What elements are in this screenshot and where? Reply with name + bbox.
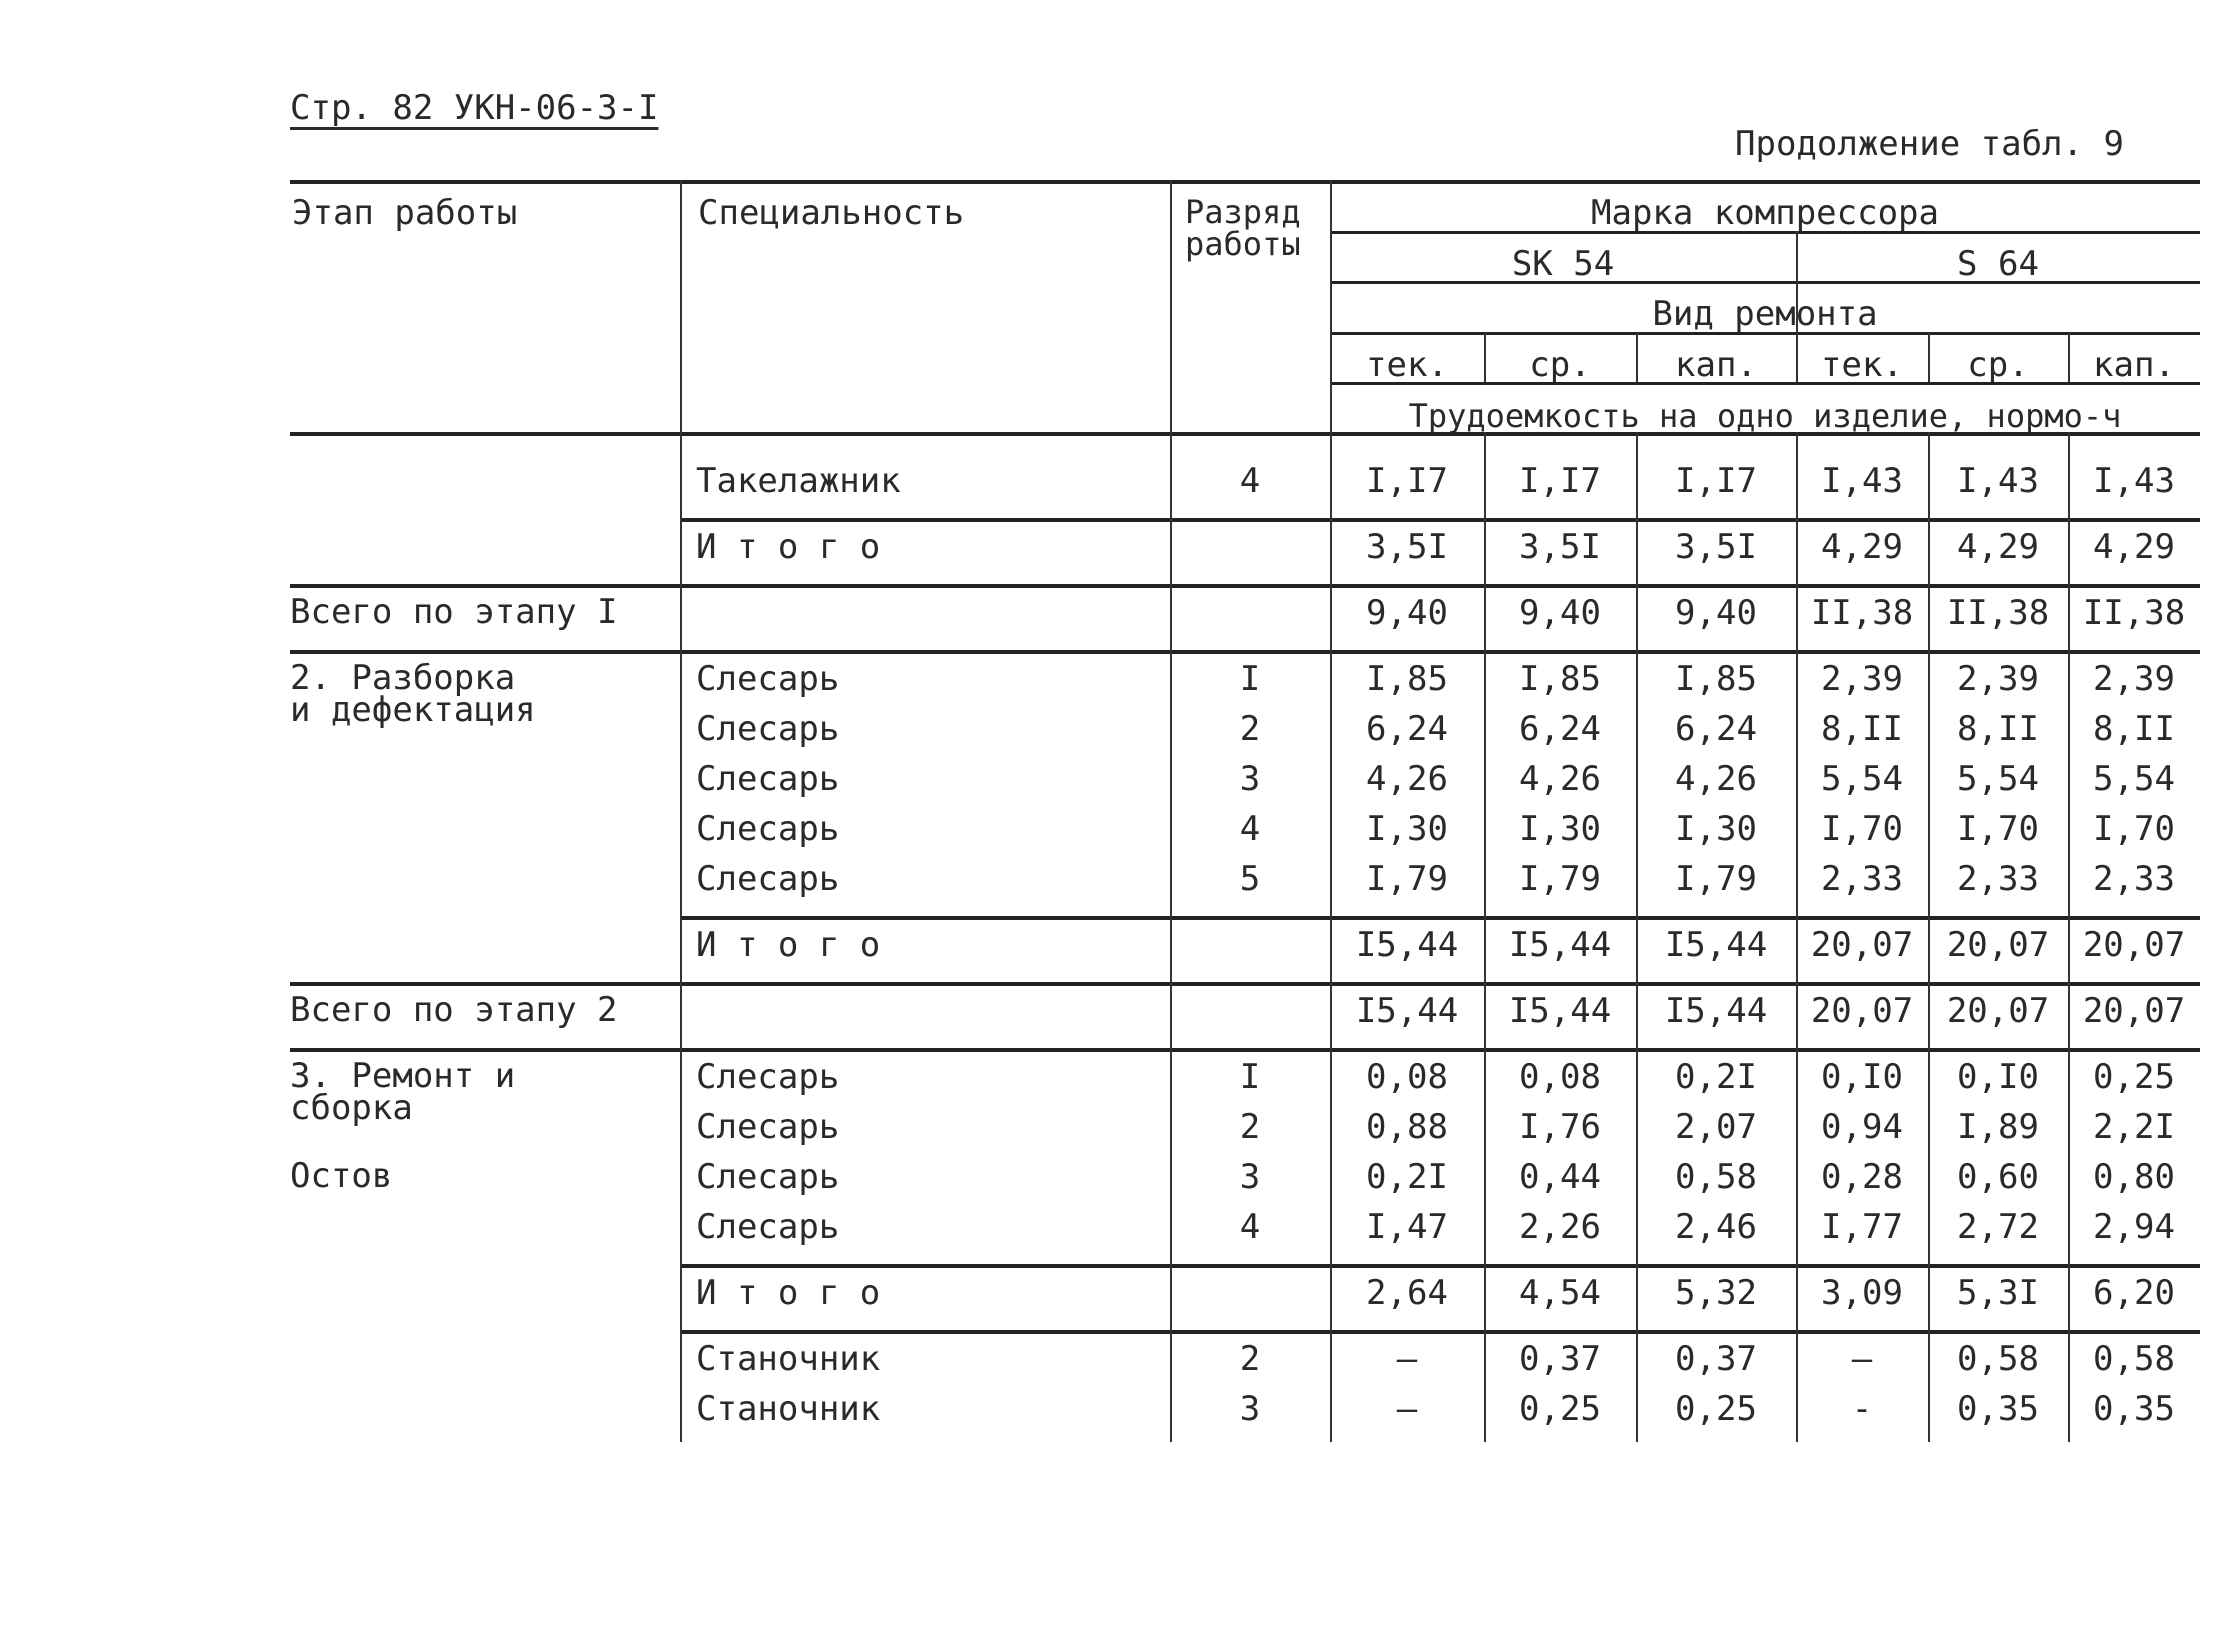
row-value: 3,5I [1366,527,1448,567]
header-rule [1330,382,2200,385]
header-grade: Разряд работы [1185,193,1301,263]
row-value: 20,07 [2082,925,2186,965]
row-value: 3,5I [1519,527,1601,567]
row-value: 5,54 [1821,759,1903,799]
row-speciality: Слесарь [696,809,840,849]
row-value: 2,72 [1957,1207,2039,1247]
row-speciality: Слесарь [696,1157,840,1197]
row-value: 0,37 [1519,1339,1601,1379]
column-divider [1928,332,1930,382]
header-model-s64: S 64 [1957,244,2039,284]
column-divider [1330,180,1332,1442]
row-value: 9,40 [1519,593,1601,633]
row-value: 0,37 [1675,1339,1757,1379]
row-value: 0,58 [1675,1157,1757,1197]
row-speciality: Слесарь [696,759,840,799]
row-value: 2,39 [1957,659,2039,699]
row-separator [290,982,2200,986]
row-grade: 4 [1239,461,1261,501]
row-value: 20,07 [1946,991,2050,1031]
row-value: I,79 [1366,859,1448,899]
row-value: 20,07 [2082,991,2186,1031]
column-divider [1928,432,1930,1442]
row-value: 0,28 [1821,1157,1903,1197]
header-rule [1330,231,2200,234]
row-value: 5,3I [1957,1273,2039,1313]
table-continuation-label: Продолжение табл. 9 [1735,124,2124,164]
row-value: I,85 [1519,659,1601,699]
header-repair-kind: кап. [1675,345,1757,385]
row-speciality: Слесарь [696,709,840,749]
row-value: 0,80 [2093,1157,2175,1197]
row-value: 3,09 [1821,1273,1903,1313]
header-bottom-rule [290,432,2200,436]
row-value: 0,88 [1366,1107,1448,1147]
row-grade: 4 [1239,1207,1261,1247]
row-value: 0,44 [1519,1157,1601,1197]
row-stage: Всего по этапу 2 [290,990,618,1030]
row-speciality: Слесарь [696,1207,840,1247]
row-separator [290,584,2200,588]
row-value: I5,44 [1508,925,1612,965]
row-value: I,I7 [1366,461,1448,501]
row-value: 6,24 [1366,709,1448,749]
header-speciality: Специальность [698,193,965,233]
row-value: I,47 [1366,1207,1448,1247]
row-value: 0,35 [2093,1389,2175,1429]
row-value: 6,24 [1519,709,1601,749]
row-grade: 3 [1239,1157,1261,1197]
row-separator [680,1330,2200,1334]
row-value: I,85 [1366,659,1448,699]
row-value: 2,39 [2093,659,2175,699]
row-value: 2,07 [1675,1107,1757,1147]
row-value: – [1396,1339,1418,1379]
row-grade: 4 [1239,809,1261,849]
row-value: 0,08 [1519,1057,1601,1097]
row-value: I,70 [2093,809,2175,849]
row-value: 0,58 [1957,1339,2039,1379]
row-value: 2,33 [1957,859,2039,899]
row-value: 0,I0 [1821,1057,1903,1097]
header-labor-unit: Трудоемкость на одно изделие, нормо-ч [1408,397,2122,435]
row-value: - [1851,1389,1873,1429]
row-value: I,I7 [1519,461,1601,501]
row-value: 20,07 [1810,925,1914,965]
row-speciality: И т о г о [696,1273,881,1313]
row-value: 0,25 [1519,1389,1601,1429]
row-grade: 2 [1239,1107,1261,1147]
row-value: 5,32 [1675,1273,1757,1313]
row-value: 0,25 [2093,1057,2175,1097]
column-divider [1796,432,1798,1442]
header-repair-kind: ср. [1967,345,2029,385]
row-grade: 3 [1239,759,1261,799]
row-value: I5,44 [1664,991,1768,1031]
row-value: I,77 [1821,1207,1903,1247]
column-divider [1796,231,1798,382]
row-value: 20,07 [1946,925,2050,965]
row-value: I,43 [1957,461,2039,501]
row-speciality: Слесарь [696,1107,840,1147]
row-value: 4,26 [1675,759,1757,799]
column-divider [2068,432,2070,1442]
row-value: 8,II [1957,709,2039,749]
row-value: 0,58 [2093,1339,2175,1379]
column-divider [2068,332,2070,382]
header-compressor-brand: Марка компрессора [1591,193,1939,233]
row-value: I5,44 [1355,925,1459,965]
row-value: I5,44 [1508,991,1612,1031]
header-rule [1330,281,2200,284]
row-speciality: И т о г о [696,925,881,965]
row-value: I,85 [1675,659,1757,699]
row-value: 9,40 [1366,593,1448,633]
row-value: I,89 [1957,1107,2039,1147]
row-value: II,38 [2082,593,2186,633]
row-value: 0,I0 [1957,1057,2039,1097]
row-value: I5,44 [1664,925,1768,965]
row-value: I,30 [1366,809,1448,849]
row-grade: 3 [1239,1389,1261,1429]
row-value: 4,26 [1366,759,1448,799]
row-stage: Всего по этапу I [290,592,618,632]
row-speciality: Станочник [696,1389,881,1429]
row-value: 9,40 [1675,593,1757,633]
row-value: 0,2I [1366,1157,1448,1197]
row-separator [290,650,2200,654]
header-repair-kind: ср. [1529,345,1591,385]
row-speciality: И т о г о [696,527,881,567]
row-value: 2,33 [1821,859,1903,899]
row-value: 4,29 [1821,527,1903,567]
row-value: – [1396,1389,1418,1429]
header-repair-kind: тек. [1366,345,1448,385]
column-divider [1484,432,1486,1442]
row-speciality: Слесарь [696,1057,840,1097]
row-value: I,I7 [1675,461,1757,501]
row-value: 3,5I [1675,527,1757,567]
row-value: 2,33 [2093,859,2175,899]
row-value: 2,2I [2093,1107,2175,1147]
header-stage: Этап работы [292,193,518,233]
row-value: I,43 [1821,461,1903,501]
row-value: 2,64 [1366,1273,1448,1313]
row-separator [680,916,2200,920]
header-repair-kind: тек. [1821,345,1903,385]
row-value: 8,II [2093,709,2175,749]
row-value: 2,39 [1821,659,1903,699]
row-value: 4,26 [1519,759,1601,799]
row-value: 5,54 [2093,759,2175,799]
row-value: 2,26 [1519,1207,1601,1247]
row-value: – [1851,1339,1873,1379]
row-value: 20,07 [1810,991,1914,1031]
row-value: 6,24 [1675,709,1757,749]
table-top-rule [290,180,2200,184]
column-divider [1484,332,1486,382]
row-value: I,70 [1821,809,1903,849]
page-reference: Стр. 82 УКН-06-3-I [290,88,659,128]
row-value: I,79 [1519,859,1601,899]
header-model-sk54: SK 54 [1511,244,1615,284]
row-separator [680,518,2200,522]
row-value: 4,54 [1519,1273,1601,1313]
row-value: I,76 [1519,1107,1601,1147]
row-grade: I [1239,659,1261,699]
row-value: 4,29 [2093,527,2175,567]
row-value: 5,54 [1957,759,2039,799]
column-divider [680,180,682,1442]
row-value: 4,29 [1957,527,2039,567]
row-value: 0,08 [1366,1057,1448,1097]
row-value: I,43 [2093,461,2175,501]
row-separator [680,1264,2200,1268]
row-separator [290,1048,2200,1052]
row-value: 0,2I [1675,1057,1757,1097]
row-grade: I [1239,1057,1261,1097]
row-value: I5,44 [1355,991,1459,1031]
row-grade: 2 [1239,1339,1261,1379]
row-value: II,38 [1810,593,1914,633]
header-repair-kind: кап. [2093,345,2175,385]
row-value: 0,94 [1821,1107,1903,1147]
row-value: 8,II [1821,709,1903,749]
row-value: 0,35 [1957,1389,2039,1429]
row-speciality: Слесарь [696,859,840,899]
row-value: 6,20 [2093,1273,2175,1313]
row-speciality: Станочник [696,1339,881,1379]
row-value: I,70 [1957,809,2039,849]
row-value: I,30 [1519,809,1601,849]
row-value: 2,46 [1675,1207,1757,1247]
row-speciality: Слесарь [696,659,840,699]
row-value: I,79 [1675,859,1757,899]
row-stage: Остов [290,1156,393,1196]
row-value: II,38 [1946,593,2050,633]
row-speciality: Такелажник [696,461,901,501]
row-value: 0,60 [1957,1157,2039,1197]
row-stage: 2. Разборка и дефектация [290,658,536,730]
row-value: 2,94 [2093,1207,2175,1247]
column-divider [1636,332,1638,382]
header-repair-type: Вид ремонта [1652,294,1878,334]
row-value: I,30 [1675,809,1757,849]
row-grade: 5 [1239,859,1261,899]
column-divider [1170,180,1172,1442]
row-grade: 2 [1239,709,1261,749]
row-value: 0,25 [1675,1389,1757,1429]
row-stage: 3. Ремонт и сборка [290,1056,516,1128]
column-divider [1636,432,1638,1442]
